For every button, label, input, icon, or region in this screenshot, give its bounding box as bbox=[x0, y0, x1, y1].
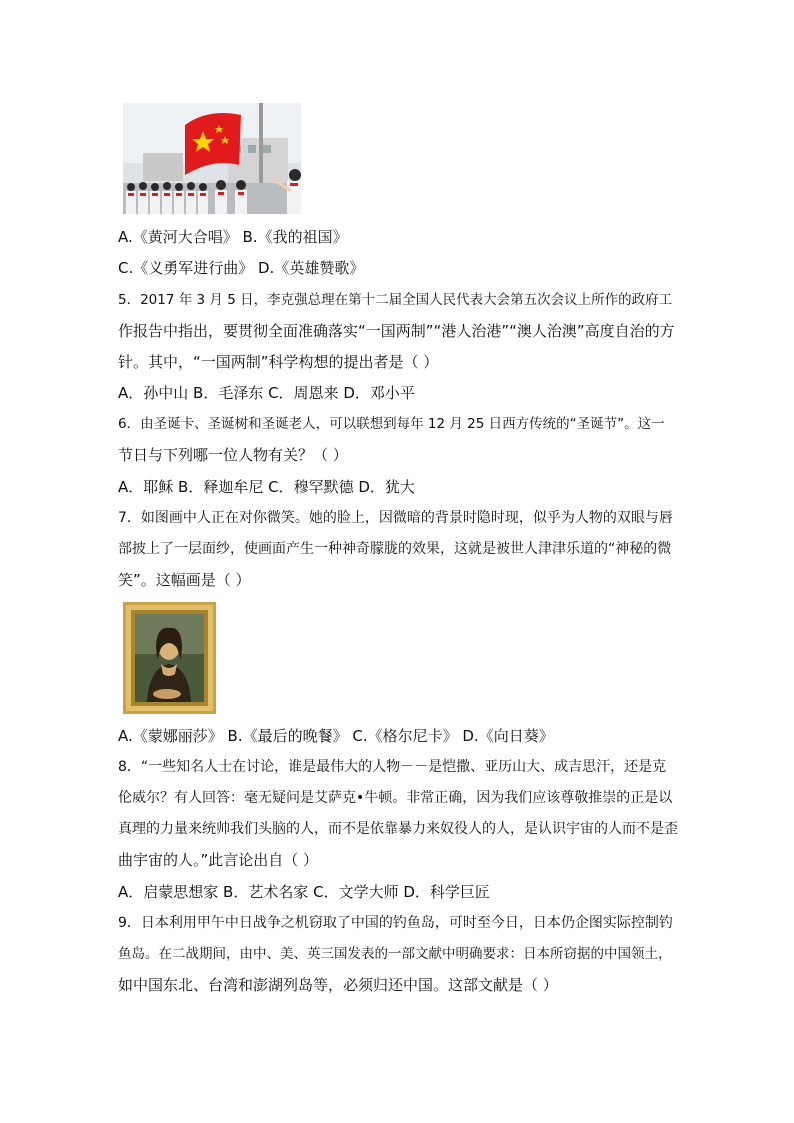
q8-stem-line4: 曲宇宙的人。”此言论出自（ ） bbox=[118, 851, 319, 869]
q8-options: A．启蒙思想家 B．艺术名家 C．文学大师 D．科学巨匠 bbox=[118, 883, 490, 901]
q6-options: A．耶稣 B．释迦牟尼 C．穆罕默德 D．犹大 bbox=[118, 478, 415, 496]
q7-stem-line1: 7．如图画中人正在对你微笑。她的脸上，因微暗的背景时隐时现，似乎为人物的双眼与唇 bbox=[118, 510, 673, 526]
q9-stem-line2: 鱼岛。在二战期间，由中、美、英三国发表的一部文献中明确要求：日本所窃据的中国领土， bbox=[118, 946, 672, 962]
q6-stem-line1: 6．由圣诞卡、圣诞树和圣诞老人，可以联想到每年 12 月 25 日西方传统的“圣诞节”。这一 bbox=[118, 416, 665, 432]
q8-stem-line1: 8．“一些知名人士在讨论，谁是最伟大的人物－－是恺撒、亚历山大、成吉思汗，还是克 bbox=[118, 759, 667, 775]
q4-options-line1: A.《黄河大合唱》 B.《我的祖国》 bbox=[118, 228, 348, 246]
q7-stem-line2: 部披上了一层面纱，使画面产生一种神奇朦胧的效果，这就是被世人津津乐道的“神秘的微 bbox=[118, 541, 672, 557]
q8-stem-line2: 伦威尔？有人回答：毫无疑问是艾萨克•牛顿。非常正确，因为我们应该尊敬推崇的正是以 bbox=[118, 790, 673, 806]
q4-options-line2: C.《义勇军进行曲》 D.《英雄赞歌》 bbox=[118, 259, 365, 277]
q5-stem-line1: 5．2017 年 3 月 5 日，李克强总理在第十二届全国人民代表大会第五次会议上所作的政府工 bbox=[118, 292, 673, 308]
q9-stem-line3: 如中国东北、台湾和澎湖列岛等，必须归还中国。这部文献是（ ） bbox=[118, 976, 558, 994]
flag-raising-photo bbox=[123, 103, 301, 214]
q7-stem-line3: 笑”。这幅画是（ ） bbox=[118, 571, 251, 589]
q5-stem-line3: 针。其中，“一国两制”科学构想的提出者是（ ） bbox=[118, 353, 439, 371]
q5-options: A．孙中山 B．毛泽东 C．周恩来 D．邓小平 bbox=[118, 384, 415, 402]
mona-lisa-painting bbox=[123, 602, 216, 714]
q7-options: A.《蒙娜丽莎》 B.《最后的晚餐》 C.《格尔尼卡》 D.《向日葵》 bbox=[118, 727, 554, 745]
q5-stem-line2: 作报告中指出，要贯彻全面准确落实“一国两制”“港人治港”“澳人治澳”高度自治的方 bbox=[118, 322, 675, 340]
q9-stem-line1: 9．日本利用甲午中日战争之机窃取了中国的钓鱼岛，可时至今日，日本仍企图实际控制钓 bbox=[118, 915, 673, 931]
q6-stem-line2: 节日与下列哪一位人物有关？（ ） bbox=[118, 446, 348, 464]
q8-stem-line3: 真理的力量来统帅我们头脑的人，而不是依靠暴力来奴役人的人，是认识宇宙的人而不是歪 bbox=[118, 821, 678, 837]
